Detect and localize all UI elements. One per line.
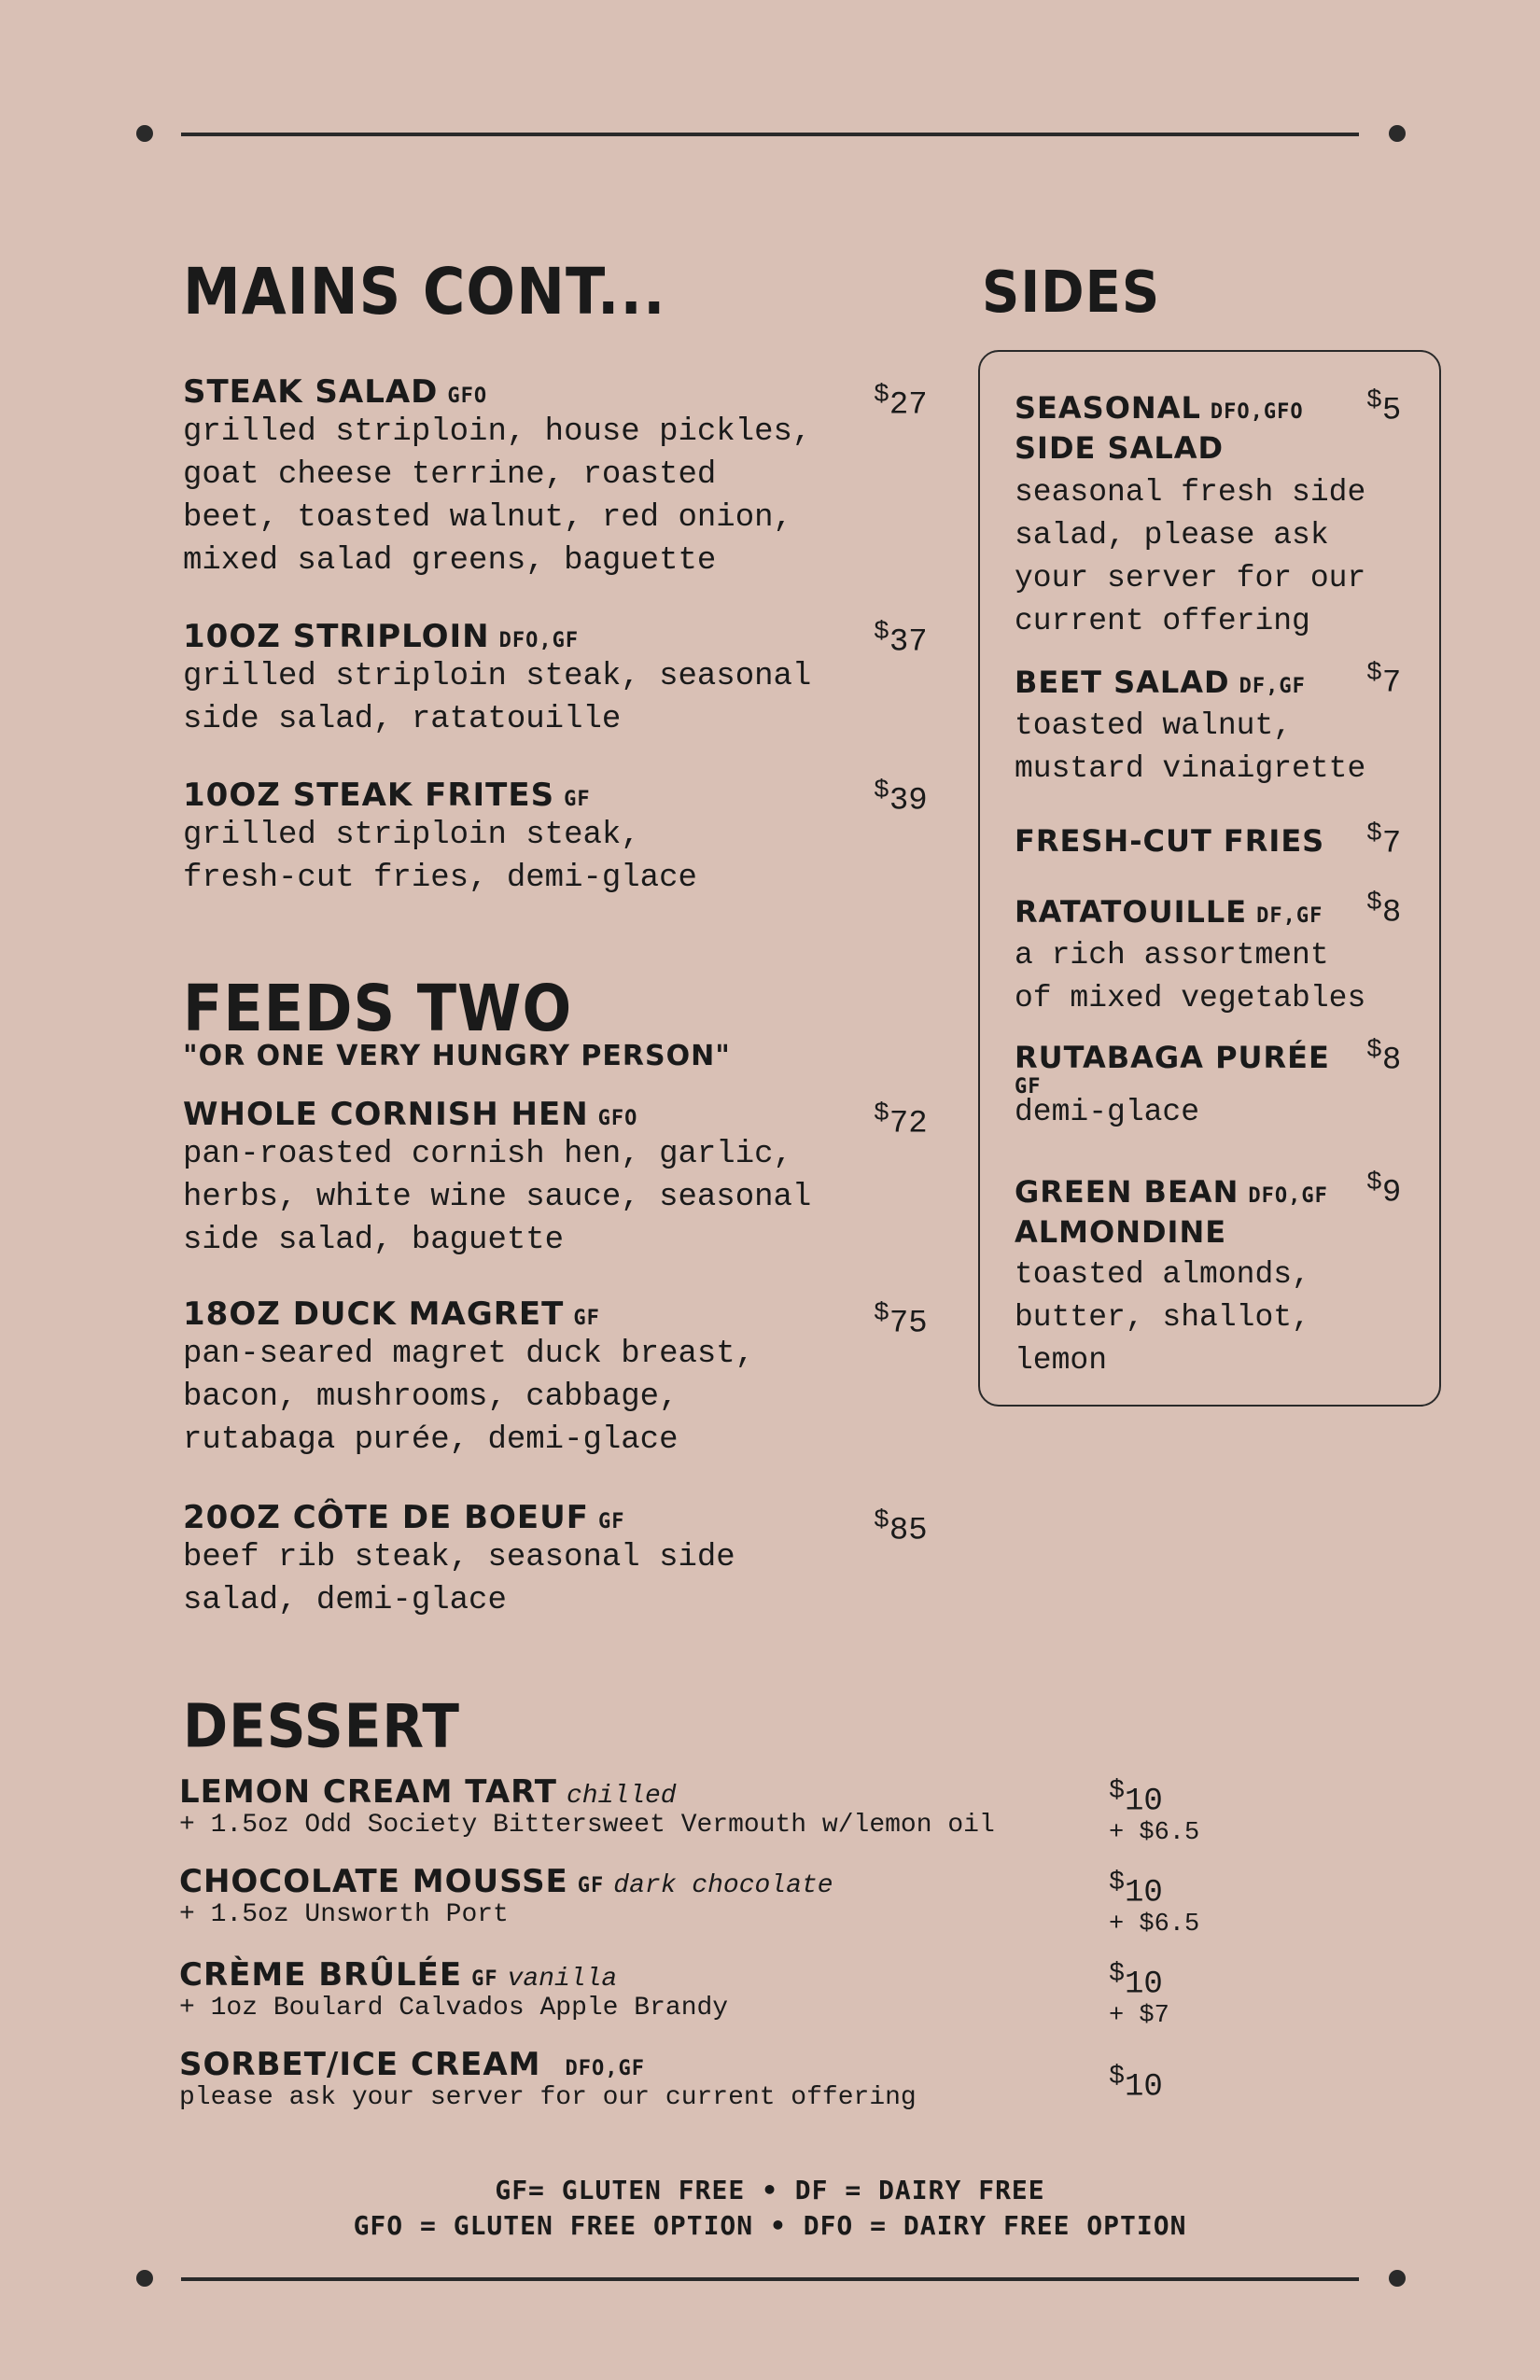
item-name-line2: ALMONDINE [1015, 1214, 1227, 1250]
item-description: grilled striploin steak, seasonal side salad, ratatouille [183, 659, 812, 737]
bottom-left-dot [136, 2270, 153, 2287]
menu-item [183, 1499, 735, 1622]
pairing-price: + $7 [1109, 2002, 1169, 2031]
item-name: 20OZ CÔTE DE BOEUF [183, 1499, 589, 1536]
item-price: $27 [874, 381, 928, 424]
item-name: BEET SALAD [1015, 665, 1230, 700]
diet-tag: DF,GF [1256, 904, 1323, 928]
item-description: toasted almonds, butter, shallot, lemon [1015, 1257, 1310, 1378]
dessert-item [179, 1956, 728, 2023]
item-description: demi-glace [1015, 1095, 1200, 1129]
bottom-right-dot [1389, 2270, 1406, 2287]
sides-heading: SIDES [982, 259, 1161, 327]
item-description: grilled striploin steak, fresh-cut fries, demi-glace [183, 818, 697, 896]
diet-tag: DFO,GF [565, 2057, 645, 2080]
dessert-price: $10 + $7 [1109, 1958, 1169, 2031]
item-price: $39 [874, 777, 928, 819]
item-description: toasted walnut, mustard vinaigrette [1015, 708, 1366, 786]
top-left-dot [136, 125, 153, 142]
diet-tag: GFO [597, 1107, 638, 1130]
diet-legend-line-2: GFO = GLUTEN FREE OPTION • DFO = DAIRY FREE OPTION [353, 2210, 1187, 2241]
item-name: WHOLE CORNISH HEN [183, 1096, 589, 1133]
diet-tag: DFO,GF [1248, 1184, 1328, 1208]
item-description: pan-seared magret duck breast, bacon, mushrooms, cabbage, rutabaga purée, demi-glace [183, 1337, 755, 1458]
item-price: $75 [874, 1299, 928, 1342]
item-name: RUTABAGA PURÉE [1015, 1040, 1330, 1075]
diet-tag: GF [573, 1307, 600, 1330]
dessert-price: $10 + $6.5 [1109, 1775, 1200, 1848]
diet-tag: DF,GF [1239, 675, 1306, 698]
menu-item [183, 618, 811, 741]
item-name: CRÈME BRÛLÉE [179, 1956, 463, 1994]
pairing-text: please ask your server for our current offering [179, 2083, 917, 2112]
item-name: SORBET/ICE CREAM [179, 2046, 541, 2083]
item-name: SEASONAL [1015, 390, 1201, 426]
item-name: LEMON CREAM TART [179, 1773, 557, 1811]
item-name-line2: SIDE SALAD [1015, 430, 1225, 466]
item-description: grilled striploin, house pickles, goat cheese terrine, roasted beet, toasted walnut, red onion, mixed salad greens, baguette [183, 414, 812, 579]
item-name: 18OZ DUCK MAGRET [183, 1295, 565, 1333]
item-name: STEAK SALAD [183, 373, 439, 411]
item-price: $7 [1366, 659, 1402, 702]
side-item [1015, 665, 1365, 791]
item-name: 10OZ STRIPLOIN [183, 618, 490, 655]
pairing-text: + 1.5oz Unsworth Port [179, 1900, 509, 1929]
item-price: $37 [874, 618, 928, 661]
item-name: RATATOUILLE [1015, 894, 1248, 930]
diet-tag: DFO,GFO [1210, 400, 1304, 424]
side-item [1015, 1040, 1330, 1134]
dessert-heading: DESSERT [183, 1691, 460, 1761]
dessert-price: $10 + $6.5 [1109, 1867, 1200, 1939]
diet-tag: GF [564, 788, 591, 811]
diet-tag: DFO,GF [498, 629, 580, 652]
item-price: $8 [1366, 1036, 1402, 1079]
dessert-item [179, 1773, 995, 1840]
item-name: CHOCOLATE MOUSSE [179, 1863, 568, 1900]
item-price: $8 [1366, 889, 1402, 931]
item-name: 10OZ STEAK FRITES [183, 777, 555, 814]
item-note: chilled [566, 1782, 677, 1811]
item-price: $9 [1366, 1169, 1402, 1211]
pairing-text: + 1.5oz Odd Society Bittersweet Vermouth w/lemon oil [179, 1811, 995, 1840]
pairing-price: + $6.5 [1109, 1911, 1200, 1939]
menu-item [183, 1096, 811, 1262]
item-name: FRESH-CUT FRIES [1015, 823, 1325, 859]
item-description: pan-roasted cornish hen, garlic, herbs, white wine sauce, seasonal side salad, baguette [183, 1137, 812, 1258]
dessert-item [179, 1863, 833, 1929]
menu-item [183, 373, 811, 582]
mains-heading: MAINS CONT... [183, 254, 666, 329]
side-item [1015, 1174, 1328, 1382]
bottom-rule [181, 2277, 1359, 2281]
item-description: seasonal fresh side salad, please ask your server for our current offering [1015, 475, 1366, 638]
item-description: a rich assortment of mixed vegetables [1015, 938, 1366, 1015]
menu-item [183, 1295, 754, 1462]
item-note: vanilla [507, 1965, 618, 1994]
diet-tag: GF [577, 1874, 605, 1897]
feeds-two-subtitle: "OR ONE VERY HUNGRY PERSON" [183, 1040, 731, 1072]
side-item [1015, 894, 1365, 1020]
side-item [1015, 823, 1324, 859]
diet-tag: GF [597, 1510, 625, 1533]
item-price: $85 [874, 1506, 928, 1549]
dessert-price: $10 [1109, 2061, 1163, 2106]
diet-tag: GF [1015, 1075, 1042, 1099]
pairing-price: + $6.5 [1109, 1819, 1200, 1848]
item-price: $5 [1366, 386, 1402, 429]
item-description: beef rib steak, seasonal side salad, demi-glace [183, 1540, 735, 1618]
pairing-text: + 1oz Boulard Calvados Apple Brandy [179, 1994, 729, 2023]
item-name: GREEN BEAN [1015, 1174, 1239, 1210]
item-price: $7 [1366, 819, 1402, 862]
top-rule [181, 133, 1359, 136]
diet-legend-line-1: GF= GLUTEN FREE • DF = DAIRY FREE [495, 2175, 1045, 2205]
dessert-item [179, 2046, 917, 2112]
item-note: dark chocolate [613, 1871, 833, 1900]
diet-tag: GF [471, 1967, 498, 1991]
top-right-dot [1389, 125, 1406, 142]
side-item [1015, 390, 1365, 643]
item-price: $72 [874, 1099, 928, 1142]
feeds-two-heading: FEEDS TWO [183, 971, 573, 1046]
menu-item [183, 777, 697, 900]
diet-tag: GFO [447, 385, 488, 408]
